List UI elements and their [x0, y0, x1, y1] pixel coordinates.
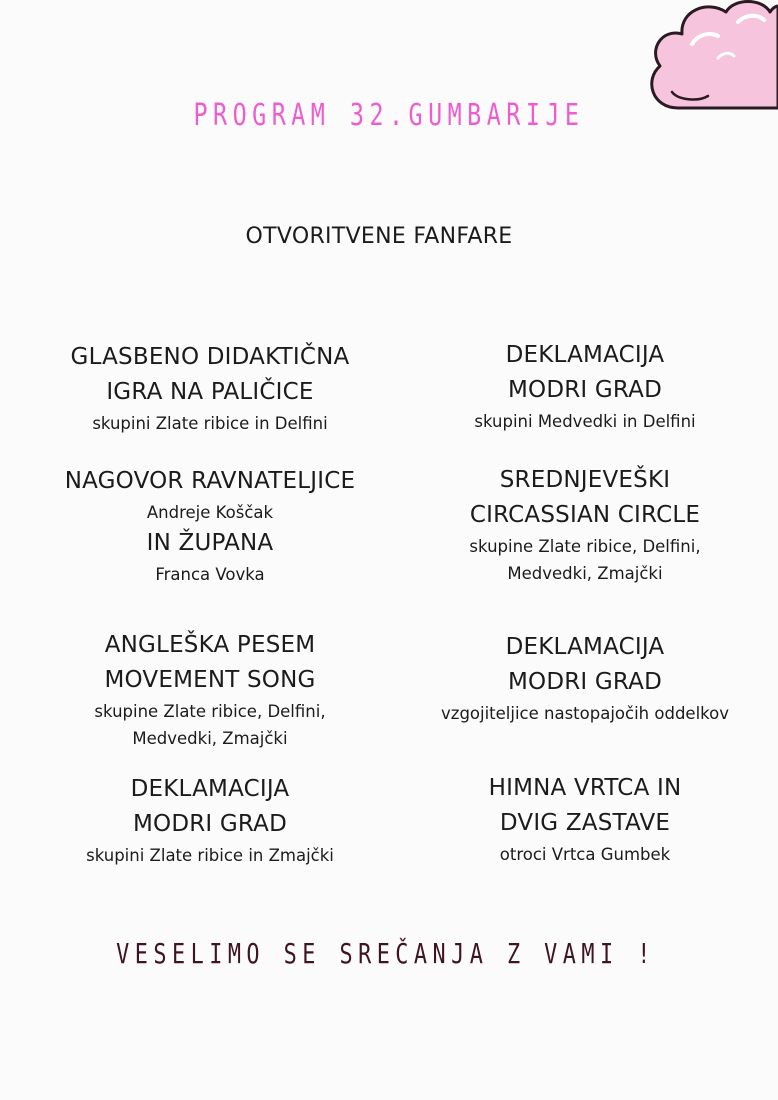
program-item-left-2 [30, 464, 390, 588]
item-performers: skupine Zlate ribice, Delfini, [94, 702, 326, 721]
item-title-line: DEKLAMACIJA [505, 342, 665, 368]
item-title-line: IGRA NA PALIČICE [106, 379, 314, 405]
item-title-line: GLASBENO DIDAKTIČNA [70, 344, 350, 370]
item-title-line: MOVEMENT SONG [104, 667, 316, 693]
item-performers: skupine Zlate ribice, Delfini, [469, 537, 701, 556]
program-item-right-3 [400, 630, 770, 727]
item-title-line: CIRCASSIAN CIRCLE [469, 502, 701, 528]
program-item-right-2 [405, 463, 765, 587]
item-performers: Franca Vovka [155, 565, 265, 584]
item-title-line: MODRI GRAD [132, 811, 288, 837]
closing-message: VESELIMO SE SREČANJA Z VAMI ! [116, 937, 656, 970]
program-item-left-4 [30, 772, 390, 869]
item-performers: Andreje Koščak [146, 503, 274, 522]
item-performers: vzgojiteljice nastopajočih oddelkov [441, 704, 729, 723]
page-title: PROGRAM 32.GUMBARIJE [193, 98, 585, 133]
item-performers: skupini Zlate ribice in Delfini [92, 414, 328, 433]
item-title-line: NAGOVOR RAVNATELJICE [64, 468, 356, 494]
item-performers: Medvedki, Zmajčki [507, 564, 663, 583]
item-performers: skupini Zlate ribice in Zmajčki [86, 846, 334, 865]
opening-fanfare: OTVORITVENE FANFARE [245, 224, 513, 249]
item-performers: skupini Medvedki in Delfini [474, 412, 696, 431]
program-item-right-1 [405, 338, 765, 435]
item-performers: Medvedki, Zmajčki [132, 729, 288, 748]
item-title-line: ANGLEŠKA PESEM [104, 632, 316, 658]
program-item-right-4 [405, 771, 765, 868]
program-item-left-1 [30, 340, 390, 437]
program-item-left-3 [30, 628, 390, 752]
item-performers: otroci Vrtca Gumbek [499, 845, 671, 864]
item-title-line: HIMNA VRTCA IN [488, 775, 682, 801]
item-title-line: MODRI GRAD [507, 669, 663, 695]
item-title-line: DVIG ZASTAVE [499, 810, 671, 836]
item-title-line: MODRI GRAD [507, 377, 663, 403]
item-title-line: IN ŽUPANA [146, 530, 274, 556]
item-title-line: DEKLAMACIJA [130, 776, 290, 802]
item-title-line: SREDNJEVEŠKI [499, 467, 671, 493]
item-title-line: DEKLAMACIJA [505, 634, 665, 660]
